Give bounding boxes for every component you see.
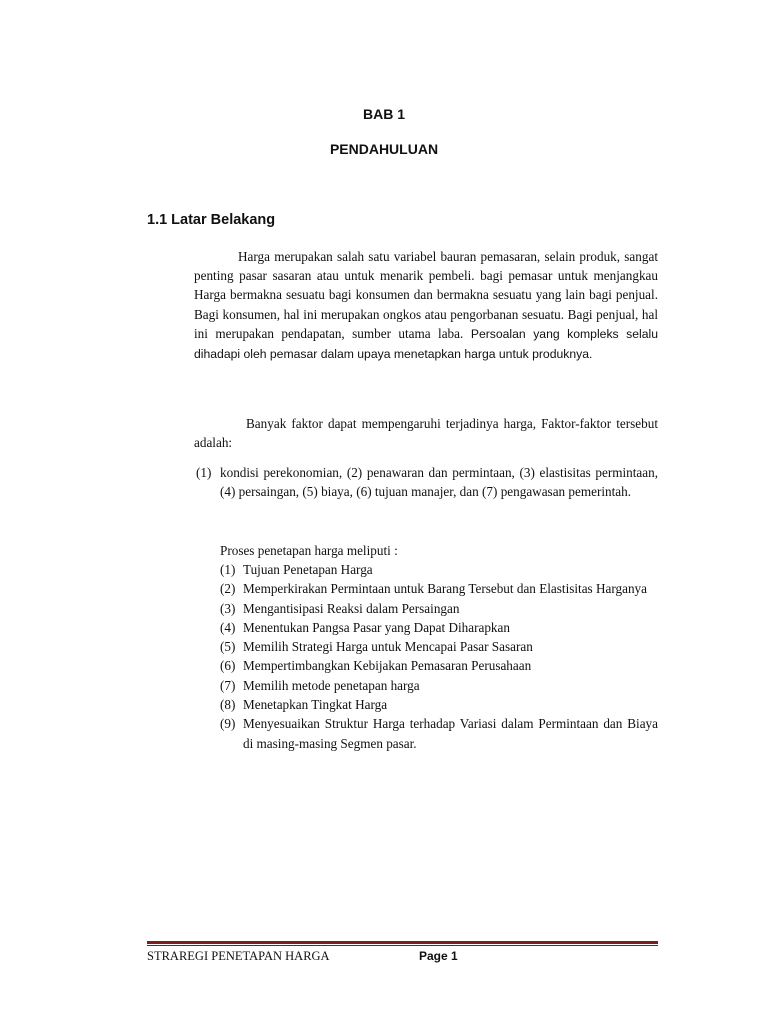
footer-page-number: Page 1 (419, 949, 458, 963)
list-item-text: Memperkirakan Permintaan untuk Barang Tersebut dan Elastisitas Harganya (243, 581, 647, 597)
list-item-text: Memilih Strategi Harga untuk Mencapai Pasar Sasaran (243, 639, 533, 655)
list-item-text: Menetapkan Tingkat Harga (243, 697, 388, 713)
list-item-number: (3) (220, 600, 236, 616)
paragraph-factors: Banyak faktor dapat mempengaruhi terjadinya harga, Faktor-faktor tersebut adalah: (194, 416, 658, 451)
chapter-label: BAB 1 (362, 106, 405, 122)
chapter-title: PENDAHULUAN (329, 141, 439, 157)
list-item-number: (9) (220, 716, 236, 732)
list-item-number: (4) (220, 619, 236, 635)
factor-list-number: (1) (196, 465, 212, 480)
paragraph-intro-sans: Persoalan yang kompleks selalu dihadapi oleh pemasar dalam upaya menetapkan harga untuk produknya. (194, 326, 658, 362)
list-item (220, 560, 658, 579)
list-item-text: Mengantisipasi Reaksi dalam Persaingan (243, 600, 460, 616)
list-item-number: (6) (220, 658, 236, 674)
list-item (220, 656, 658, 675)
footer-title: STRAREGI PENETAPAN HARGA (147, 949, 330, 963)
list-item-text: Tujuan Penetapan Harga (243, 562, 373, 577)
list-item (220, 618, 658, 637)
paragraph-intro-serif: Harga merupakan salah satu variabel bauran pemasaran, selain produk, sangat penting pasar sasaran atau untuk menarik pembeli. bagi pemasar untuk menjangkau Harga bermakna sesuatu bagi konsumen dan bermakna sesuatu yang lain bagi penjual. Bagi konsumen, hal ini merupakan ongkos atau pengorbanan sesuatu. Bagi penjual, hal ini merupakan pendapatan, sumber utama laba. (194, 249, 658, 341)
process-list (220, 560, 658, 753)
list-item-number: (7) (220, 677, 236, 693)
list-item-number: (2) (220, 581, 236, 597)
list-item-number: (1) (220, 562, 236, 577)
list-item-text: Menentukan Pangsa Pasar yang Dapat Diharapkan (243, 619, 510, 635)
list-item-text: Memilih metode penetapan harga (243, 677, 420, 693)
paragraph-intro (194, 247, 658, 364)
process-intro: Proses penetapan harga meliputi : (220, 543, 398, 558)
footer-rule-thick (147, 941, 658, 944)
list-item (220, 676, 658, 695)
list-item (220, 637, 658, 656)
list-item (220, 579, 658, 598)
list-item (220, 599, 658, 618)
list-item-number: (8) (220, 697, 236, 713)
list-item (220, 695, 658, 714)
section-heading: 1.1 Latar Belakang (147, 212, 276, 228)
list-item-number: (5) (220, 639, 236, 655)
factor-list-text: kondisi perekonomian, (2) penawaran dan permintaan, (3) elastisitas permintaan, (4) persaingan, (5) biaya, (6) tujuan manajer, dan (7) pengawasan pemerintah. (220, 465, 658, 500)
list-item-text: Menyesuaikan Struktur Harga terhadap Variasi dalam Permintaan dan Biaya di masing-masing Segmen pasar. (243, 716, 658, 751)
list-item (220, 714, 658, 753)
list-item-text: Mempertimbangkan Kebijakan Pemasaran Perusahaan (243, 658, 532, 674)
factor-list (196, 463, 658, 502)
footer-rule-thin (147, 945, 658, 946)
